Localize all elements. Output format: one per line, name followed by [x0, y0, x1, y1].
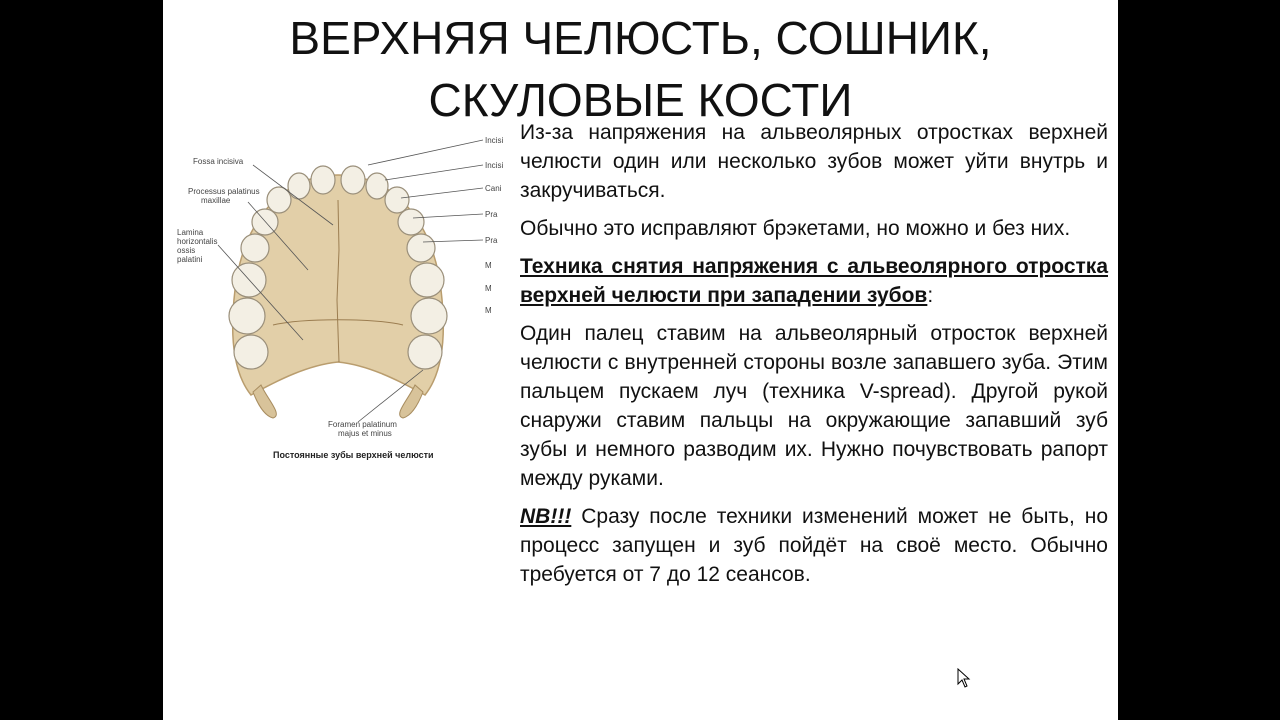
paragraph-1: Из-за напряжения на альвеолярных отростках верхней челюсти один или несколько зубов может уйти внутрь и закручиваться. — [520, 121, 1108, 202]
paragraph-technique-heading — [520, 252, 1108, 310]
slide — [163, 0, 1118, 720]
label-processus-line-2: maxillae — [201, 196, 231, 205]
maxilla-illustration — [173, 130, 503, 470]
mouse-pointer-icon — [957, 668, 971, 688]
label-right-7: M — [485, 284, 492, 293]
label-fossa-incisiva: Fossa incisiva — [193, 157, 244, 166]
technique-heading-colon: : — [927, 284, 934, 307]
maxilla-drawing — [173, 130, 503, 470]
label-lamina-line-2: horizontalis — [177, 237, 218, 246]
label-right-5: Pra — [485, 236, 498, 245]
label-right-6: M — [485, 261, 492, 270]
slide-title-line-1: ВЕРХНЯЯ ЧЕЛЮСТЬ, СОШНИК, — [289, 12, 992, 64]
figure-caption: Постоянные зубы верхней челюсти — [273, 450, 434, 460]
label-lamina-line-3: ossis — [177, 246, 196, 255]
paragraph-5-text: Сразу после техники изменений может не быть, но процесс запущен и зуб пойдёт на своё место. Обычно требуется от 7 до 12 сеансов. — [520, 505, 1108, 586]
label-lamina-line-4: palatini — [177, 255, 203, 264]
label-right-4: Pra — [485, 210, 498, 219]
label-processus-line-1: Processus palatinus — [188, 187, 260, 196]
paragraph-4: Один палец ставим на альвеолярный отросток верхней челюсти с внутренней стороны возле запавшего зуба. Этим пальцем пускаем луч (техника V-spread). Другой рукой снаружи ставим пальцы на окружающие запавший зуб зубы и немного разводим их. Нужно почувствовать рапорт между руками. — [520, 322, 1108, 490]
label-foramen-line-1: Foramen palatinum — [328, 420, 397, 429]
body-text — [520, 118, 1108, 598]
label-right-3: Cani — [485, 184, 502, 193]
paragraph-5 — [520, 502, 1108, 589]
label-right-2: Incisi — [485, 161, 504, 170]
label-right-8: M — [485, 306, 492, 315]
label-foramen-line-2: majus et minus — [338, 429, 392, 438]
slide-title-line-2: СКУЛОВЫЕ КОСТИ — [428, 74, 853, 126]
technique-heading: Техника снятия напряжения с альвеолярного отростка верхней челюсти при западении зубов — [520, 255, 1108, 307]
nb-marker: NB!!! — [520, 505, 572, 528]
paragraph-2: Обычно это исправляют брэкетами, но можно и без них. — [520, 217, 1071, 240]
label-lamina-line-1: Lamina — [177, 228, 204, 237]
label-right-1: Incisi — [485, 136, 504, 145]
